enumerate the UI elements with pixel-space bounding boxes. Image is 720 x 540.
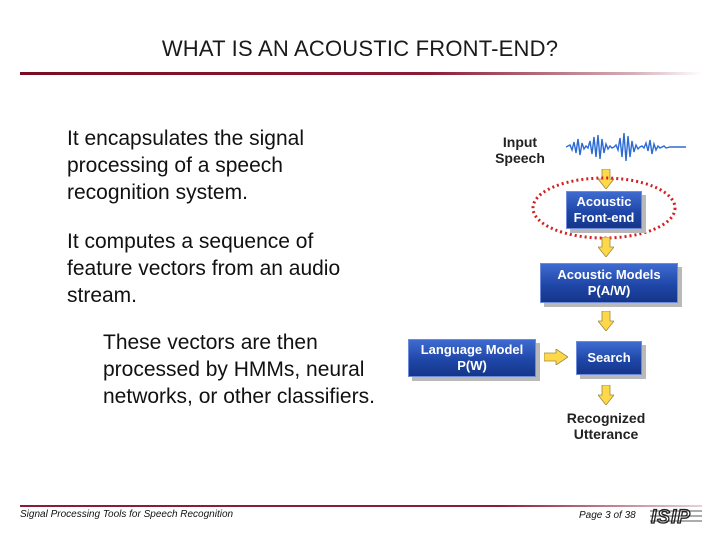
models-line-1: Acoustic Models [557, 267, 661, 282]
waveform-icon [566, 127, 686, 167]
recognized-line-2: Utterance [573, 426, 639, 442]
acoustic-frontend-box [566, 191, 642, 229]
bullet-1: It encapsulates the signal processing of a speech recognition system. [67, 127, 304, 204]
frontend-line-2: Front-end [573, 210, 635, 225]
speech-recognition-diagram [400, 125, 700, 455]
bullet-2: It computes a sequence of feature vectors from an audio stream. [67, 230, 341, 307]
frontend-line-1: Acoustic [576, 194, 632, 209]
input-speech-label [485, 134, 555, 166]
language-model-box [408, 339, 536, 377]
models-line-2: P(A/W) [587, 283, 631, 298]
input-label-line-1: Input [502, 134, 538, 150]
isip-logo [648, 505, 704, 527]
page-number: Page 3 of 38 [579, 510, 636, 521]
title-divider [20, 72, 702, 75]
footer-divider [20, 505, 702, 507]
down-arrow-icon [598, 237, 614, 257]
recognized-utterance-label [556, 410, 656, 442]
svg-text:ISIP: ISIP [651, 507, 691, 527]
input-label-line-2: Speech [495, 150, 545, 166]
language-line-1: Language Model [420, 342, 524, 357]
slide-title: WHAT IS AN ACOUSTIC FRONT-END? [161, 36, 559, 61]
right-arrow-icon [544, 349, 568, 365]
sub-bullet-1: These vectors are then processed by HMMs, neural networks, or other classifiers. [103, 331, 375, 408]
recognized-line-1: Recognized [566, 410, 646, 426]
down-arrow-icon [598, 385, 614, 405]
search-box [576, 341, 642, 375]
down-arrow-icon [598, 311, 614, 331]
footer-title: Signal Processing Tools for Speech Recognition [20, 509, 234, 520]
acoustic-models-box [540, 263, 678, 303]
search-label: Search [587, 350, 631, 365]
language-line-2: P(W) [457, 358, 487, 373]
